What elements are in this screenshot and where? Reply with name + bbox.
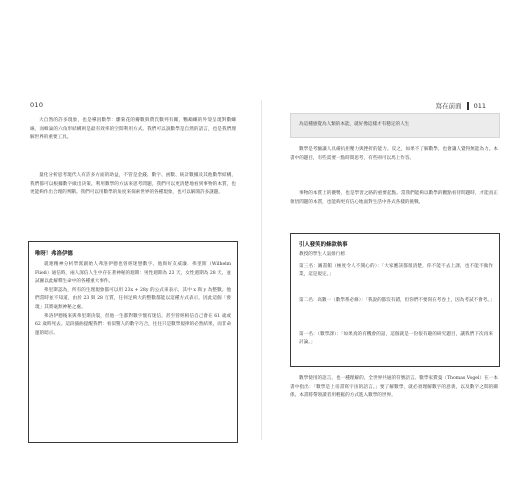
left-paragraph-1: 大自然的許多現象，也是導因數學：雛菊花的瓣數與費氏數列有關，鸚鵡螺的外殼呈現對數螺線，而蜂巢的六角形結構則是最有效率的空間利用方式。我們可以說數學是自然的語言，也是我們理解世界的重要工具。 <box>30 118 236 141</box>
right-paragraph-1: 數學是考驗讓人具備抗拒壓力與挫折的能力。反之，如果不了解數學，也會讓人覺得無能為力。本書中的題目，有些需要一點時間思考，有些則可以馬上作答。 <box>290 147 498 161</box>
sidebar-box-paragraph-2: 弗里斯認為，所有的生理現象都可以用 23x + 28y 的公式來表示，其中 x 與 y 為整數。他們當時並不知道，由於 23 與 28 互質，任何足夠大的整數都能以這種方式表示，因此這個「發現」其實毫無神秘之處。 <box>35 287 231 310</box>
continued-box-text: 為這種感覺為人類的本能，就好像這樣才有穩定的人生 <box>299 122 410 127</box>
ranking-box-subtitle: 教授的學生人氣排行榜 <box>299 252 345 257</box>
continued-box <box>290 113 500 138</box>
right-page-header <box>436 101 486 110</box>
ranking-box-title: 引人發笑的條款執事 <box>299 242 348 248</box>
right-page <box>262 0 520 500</box>
left-page-number: 010 <box>30 101 44 109</box>
sidebar-box-ranking <box>290 233 500 367</box>
sidebar-box-body <box>35 261 231 338</box>
ranking-item-3: 第一名：（數學課）：「如果真的有機會的話，這個就是一份很有趣的研究題目，讓我們下次再來討論。」 <box>299 332 493 346</box>
sidebar-box-paragraph-3: 弗洛伊德後來與弗里斯決裂，但他一生都對數字懷有迷信，甚至曾經相信自己會在 61 歲或 62 歲時死去。這段插曲提醒我們：看似驚人的數字巧合，往往只是數學規律的必然結果，而非命運的暗示。 <box>35 313 231 336</box>
right-paragraph-3: 數學使用的語言，也一種理解的、全世界共通的符號語言。數學家費曼（Thomas Vogel）在一本書中指出：「數學是上帝書寫宇宙的語言。」要了解數學，就必須理解數字的意義，以及數字之間的關係。本書將帶領讀者用輕鬆的方式進入數學的世界。 <box>290 376 498 399</box>
ranking-item-2: 第二名：高數一（數學系必修）：「我說的都沒有錯，但你們不要寫在考卷上，因為考試不會考。」 <box>299 298 495 303</box>
running-head: 寫在前面 <box>435 102 462 110</box>
sidebar-box-freud <box>28 241 238 443</box>
ranking-item-1: 第三名：圖書館（極度令人不開心的）：「大家應該都很清楚，你不能不去上課，也不能不做作業，這是規定。」 <box>299 264 493 278</box>
sidebar-box-title: 唯呀！弗洛伊德 <box>35 251 73 257</box>
right-page-number: 011 <box>473 101 486 110</box>
right-paragraph-2: 事物的本質上的優勢，也是學習之路的重要起點。當我們能夠以數學的觀點看待問題時，才能真正領悟問題的本質，也能夠更有信心地面對生活中各式各樣的挑戰。 <box>290 191 498 205</box>
header-divider <box>467 102 469 110</box>
sidebar-box-paragraph-1: 就連精神分析學派創始人弗洛伊德也曾經迷戀數字。他與好友威廉．弗里斯（Wilhelm Fließ）通信時，兩人深信人生中存在著神秘的週期：男性週期為 23 天，女性週期為 28 天，並試圖以此解釋生命中的各種重大事件。 <box>35 262 231 285</box>
left-paragraph-2: 量化分析思考現代人有許多方面的助益，不管是金錢、數字、函數、統計數據及其他數學結構，我們都可以根據數字做出決策。利用數學的方法來思考問題，我們可以更清楚地看到事物的本質，也更能夠作出合理的判斷。我們可以用數學的角度來探索世界的各種現象，也可以解開許多謎題。 <box>30 173 236 196</box>
